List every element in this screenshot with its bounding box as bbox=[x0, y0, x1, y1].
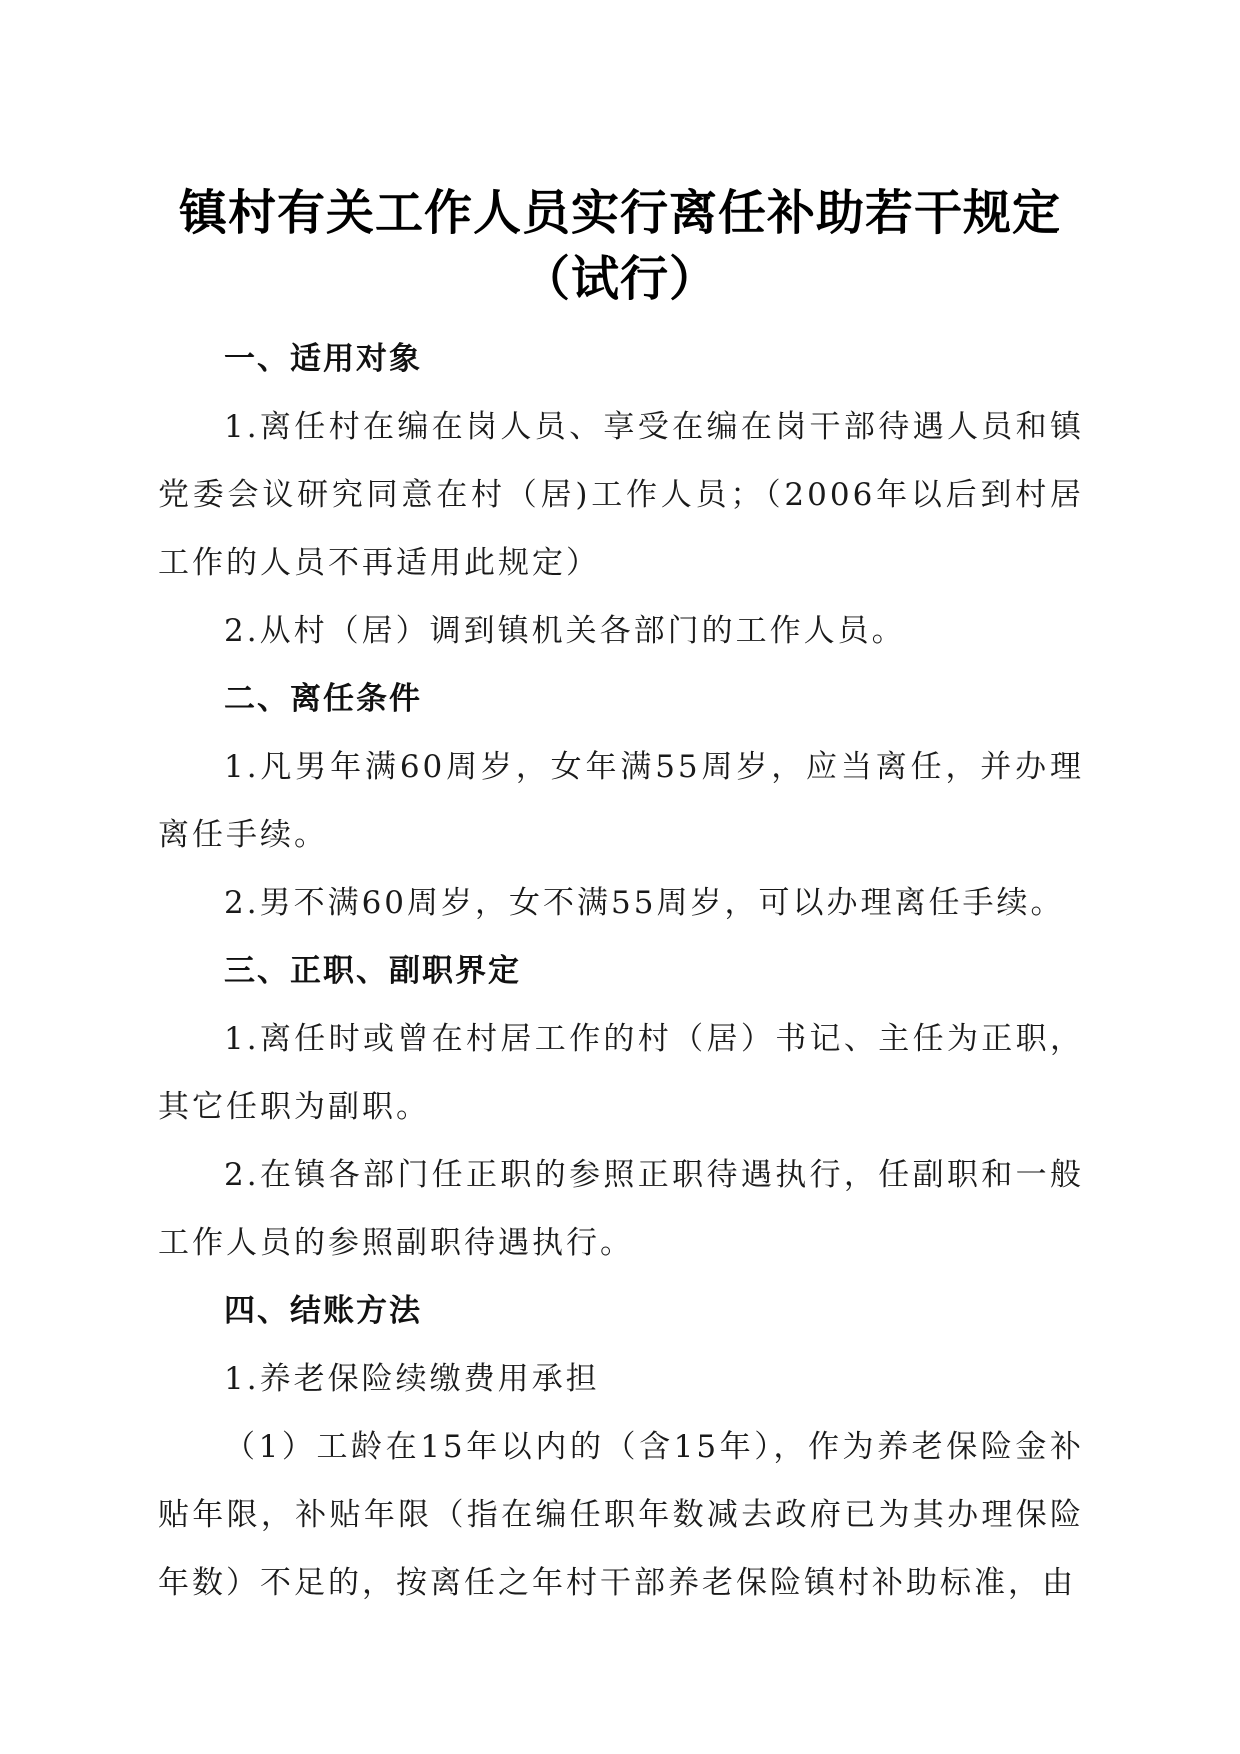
paragraph-position-2: 2.在镇各部门任正职的参照正职待遇执行，任副职和一般工作人员的参照副职待遇执行。 bbox=[158, 1157, 1084, 1261]
section-heading-position-definition: 三、正职、副职界定 bbox=[224, 953, 521, 989]
paragraph-position-1: 1.离任时或曾在村居工作的村（居）书记、主任为正职，其它任职为副职。 bbox=[158, 1021, 1084, 1125]
paragraph-objects-2: 2.从村（居）调到镇机关各部门的工作人员。 bbox=[224, 613, 906, 649]
paragraph-settlement-1-1: （1）工龄在15年以内的（含15年），作为养老保险金补贴年限，补贴年限（指在编任职年数减去政府已为其办理保险年数）不足的，按离任之年村干部养老保险镇村补助标准，由 bbox=[158, 1429, 1084, 1601]
paragraph-conditions-2: 2.男不满60周岁，女不满55周岁，可以办理离任手续。 bbox=[224, 885, 1065, 921]
paragraph-conditions-1: 1.凡男年满60周岁，女年满55周岁，应当离任，并办理离任手续。 bbox=[158, 749, 1084, 853]
section-heading-leave-conditions: 二、离任条件 bbox=[224, 681, 422, 717]
document-title: 镇村有关工作人员实行离任补助若干规定（试行） bbox=[178, 185, 1061, 307]
paragraph-settlement-1: 1.养老保险续缴费用承担 bbox=[224, 1361, 600, 1397]
section-heading-applicable-objects: 一、适用对象 bbox=[224, 341, 422, 377]
document-body bbox=[158, 325, 1084, 1617]
paragraph-objects-1: 1.离任村在编在岗人员、享受在编在岗干部待遇人员和镇党委会议研究同意在村（居)工作人员；（2006年以后到村居工作的人员不再适用此规定） bbox=[158, 409, 1084, 581]
section-heading-settlement-method: 四、结账方法 bbox=[224, 1293, 422, 1329]
